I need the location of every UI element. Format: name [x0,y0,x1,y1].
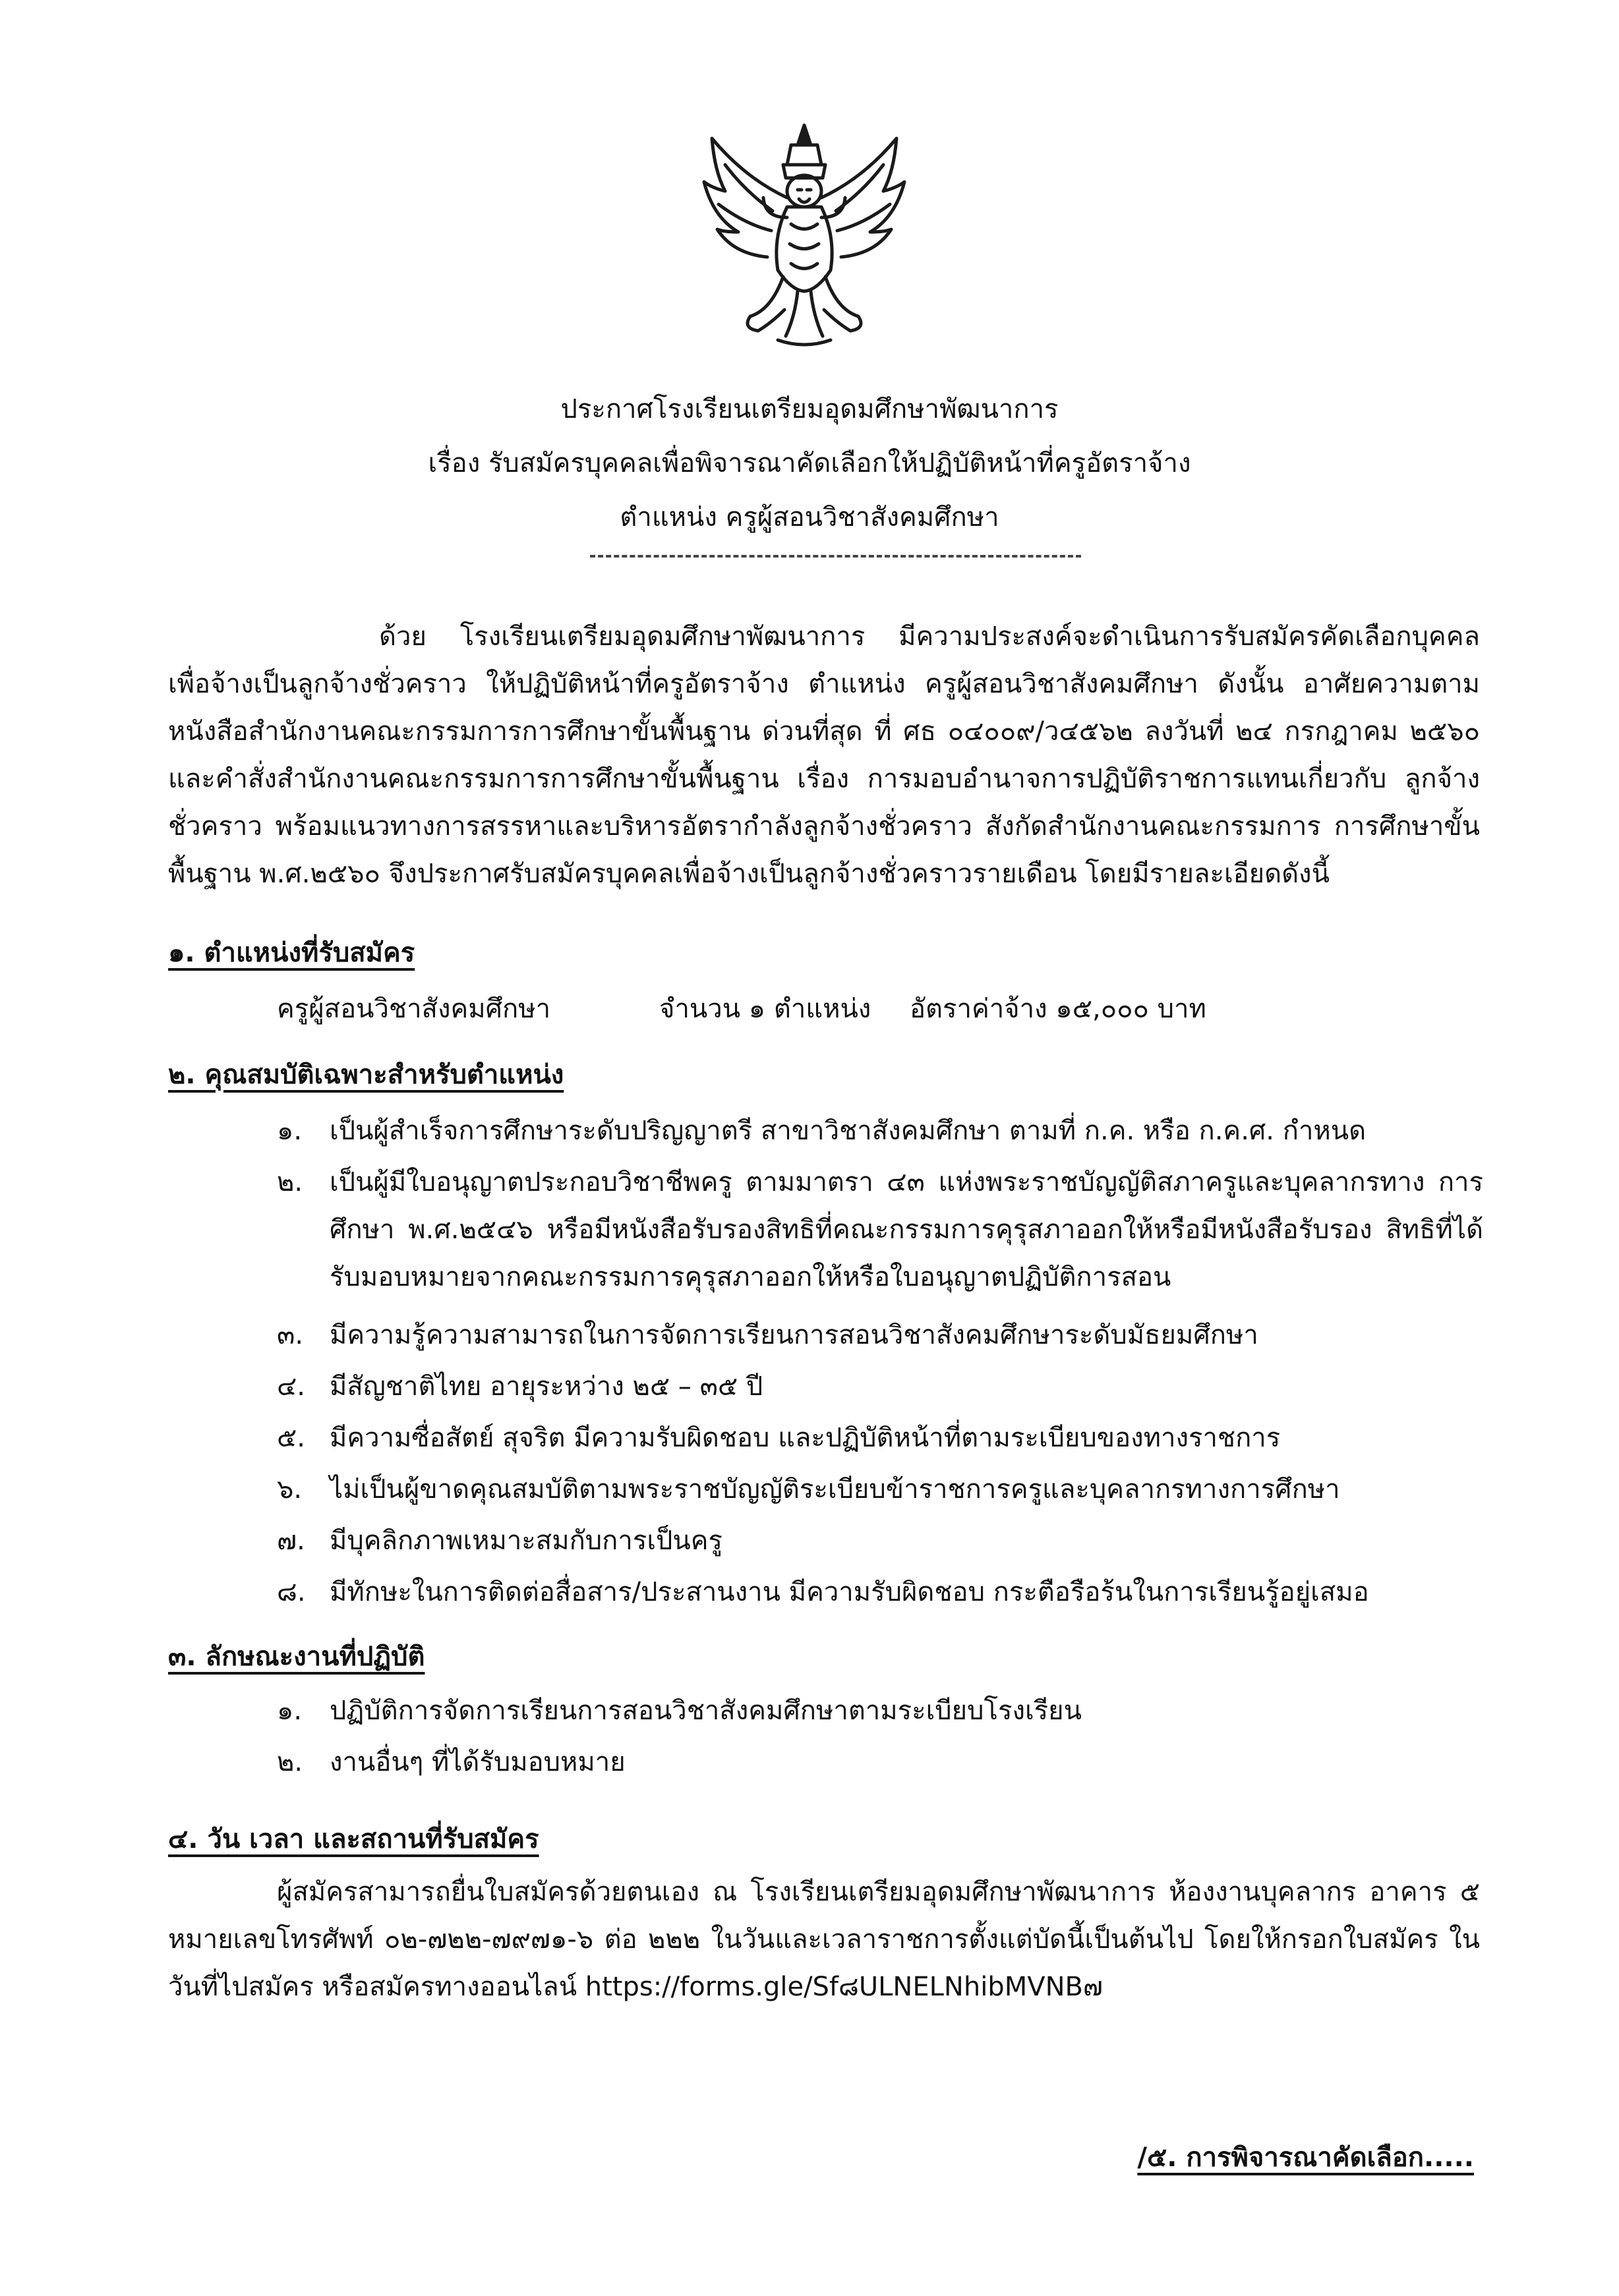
section-4-heading: ๔. วัน เวลา และสถานที่รับสมัคร [168,1824,539,1854]
item-number: ๑. [277,1696,303,1726]
divider [590,555,1081,558]
announcement-title: ประกาศโรงเรียนเตรียมอุดมศึกษาพัฒนาการ [560,394,1059,424]
garuda-emblem-icon [699,119,910,356]
announcement-position: ตำแหน่ง ครูผู้สอนวิชาสังคมศึกษา [620,502,999,532]
item-number: ๕. [277,1423,305,1453]
announcement-subject: เรื่อง รับสมัครบุคคลเพื่อพิจารณาคัดเลือกให้ปฏิบัติหน้าที่ครูอัตราจ้าง [428,448,1191,478]
item-number: ๖. [277,1474,303,1505]
item-text: เป็นผู้มีใบอนุญาตประกอบวิชาชีพครู ตามมาตรา ๔๓ แห่งพระราชบัญญัติสภาครูและบุคลากรทาง การศึกษา พ.ศ.๒๕๔๖ หรือมีหนังสือรับรองสิทธิที่คณะกรรมการคุรุสภาออกให้หรือมีหนังสือรับรอง สิทธิที่ได้รับมอบหมายจากคณะกรรมการคุรุสภาออกให้หรือใบอนุญาตปฏิบัติการสอน [330,1167,1483,1292]
item-number: ๑. [277,1116,303,1146]
item-text: มีความรู้ความสามารถในการจัดการเรียนการสอนวิชาสังคมศึกษาระดับมัธยมศึกษา [330,1320,1258,1350]
item-number: ๒. [277,1747,303,1777]
item-text: เป็นผู้สำเร็จการศึกษาระดับปริญญาตรี สาขาวิชาสังคมศึกษา ตามที่ ก.ค. หรือ ก.ค.ศ. กำหนด [330,1116,1367,1146]
item-text: ไม่เป็นผู้ขาดคุณสมบัติตามพระราชบัญญัติระเบียบข้าราชการครูและบุคลากรทางการศึกษา [330,1474,1340,1505]
item-text: ปฏิบัติการจัดการเรียนการสอนวิชาสังคมศึกษาตามระเบียบโรงเรียน [330,1696,1082,1726]
continued-marker: /๕. การพิจารณาคัดเลือก..... [1137,2142,1474,2173]
item-text: มีบุคลิกภาพเหมาะสมกับการเป็นครู [330,1526,722,1556]
section-2-heading: ๒. คุณสมบัติเฉพาะสำหรับตำแหน่ง [168,1060,564,1090]
item-number: ๒. [277,1167,303,1197]
item-number: ๓. [277,1320,304,1350]
position-name: ครูผู้สอนวิชาสังคมศึกษา [277,994,551,1024]
item-text: งานอื่นๆ ที่ได้รับมอบหมาย [330,1747,626,1777]
position-salary: อัตราค่าจ้าง ๑๕,๐๐๐ บาท [910,994,1206,1024]
position-count: จำนวน ๑ ตำแหน่ง [659,994,871,1024]
item-text: มีสัญชาติไทย อายุระหว่าง ๒๕ – ๓๕ ปี [330,1371,763,1402]
item-text: มีความซื่อสัตย์ สุจริต มีความรับผิดชอบ และปฏิบัติหน้าที่ตามระเบียบของทางราชการ [330,1423,1281,1453]
section-3-heading: ๓. ลักษณะงานที่ปฏิบัติ [168,1642,425,1672]
application-paragraph: ผู้สมัครสามารถยื่นใบสมัครด้วยตนเอง ณ โรงเรียนเตรียมอุดมศึกษาพัฒนาการ ห้องงานบุคลากร อาคาร ๕ หมายเลขโทรศัพท์ ๐๒-๗๒๒-๗๙๗๑-๖ ต่อ ๒๒๒ ในวันและเวลาราชการตั้งแต่บัดนี้เป็นต้นไป โดยให้กรอกใบสมัคร ในวันที่ไปสมัคร หรือสมัครทางออนไลน์ https://forms.gle/Sf๘ULNELNhibMVNB๗ [168,1877,1480,2002]
item-number: ๗. [277,1526,305,1556]
intro-paragraph: ด้วย โรงเรียนเตรียมอุดมศึกษาพัฒนาการ มีความประสงค์จะดำเนินการรับสมัครคัดเลือกบุคคล เพื่อจ้างเป็นลูกจ้างชั่วคราว ให้ปฏิบัติหน้าที่ครูอัตราจ้าง ตำแหน่ง ครูผู้สอนวิชาสังคมศึกษา ดังนั้น อาศัยความตาม หนังสือสำนักงานคณะกรรมการการศึกษาขั้นพื้นฐาน ด่วนที่สุด ที่ ศธ ๐๔๐๐๙/ว๔๕๖๒ ลงวันที่ ๒๔ กรกฎาคม ๒๕๖๐ และคำสั่งสำนักงานคณะกรรมการการศึกษาขั้นพื้นฐาน เรื่อง การมอบอำนาจการปฏิบัติราชการแทนเกี่ยวกับ ลูกจ้างชั่วคราว พร้อมแนวทางการสรรหาและบริหารอัตรากำลังลูกจ้างชั่วคราว สังกัดสำนักงานคณะกรรมการ การศึกษาขั้นพื้นฐาน พ.ศ.๒๕๖๐ จึงประกาศรับสมัครบุคคลเพื่อจ้างเป็นลูกจ้างชั่วคราวรายเดือน โดยมีรายละเอียดดังนี้ [168,621,1480,889]
section-1-heading: ๑. ตำแหน่งที่รับสมัคร [168,938,415,968]
item-text: มีทักษะในการติดต่อสื่อสาร/ประสานงาน มีความรับผิดชอบ กระตือรือร้นในการเรียนรู้อยู่เสมอ [330,1577,1369,1607]
item-number: ๔. [277,1371,305,1402]
item-number: ๘. [277,1577,306,1607]
